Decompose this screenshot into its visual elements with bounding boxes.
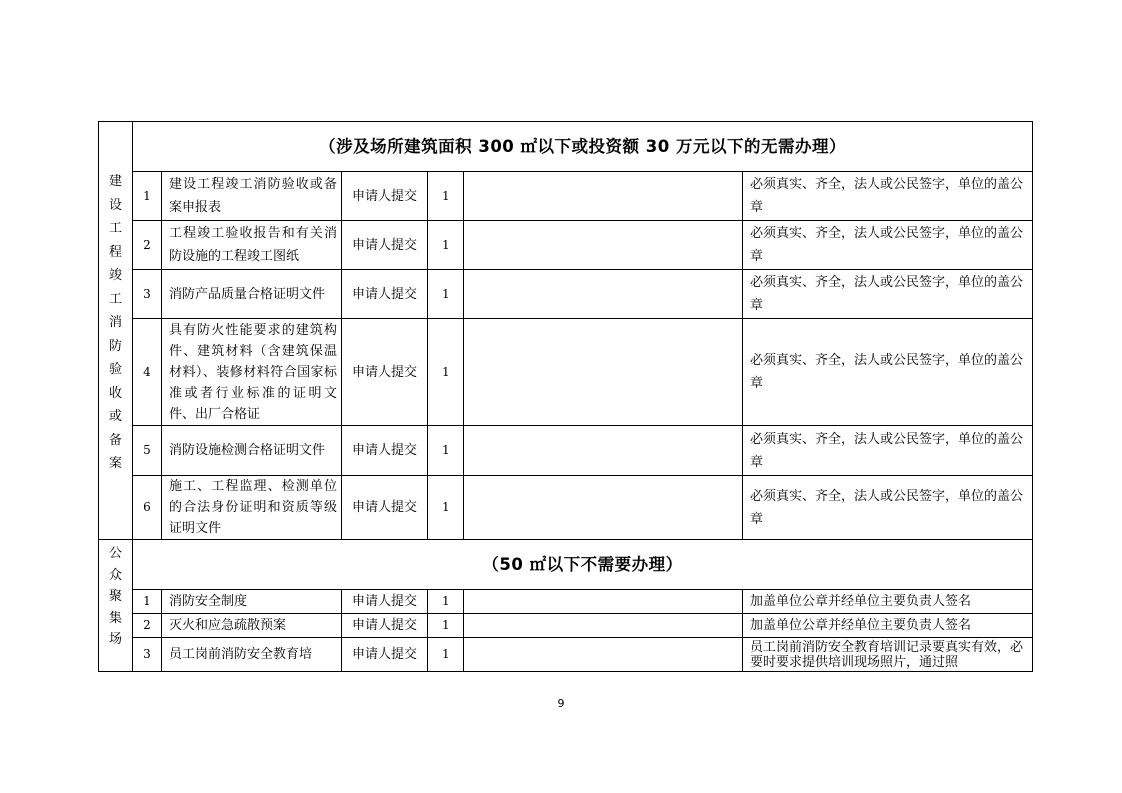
row-number: 3 xyxy=(133,270,162,319)
section-header: （涉及场所建筑面积 300 ㎡以下或投资额 30 万元以下的无需办理） xyxy=(133,122,1033,172)
copy-count: 1 xyxy=(428,476,464,540)
material-name: 消防设施检测合格证明文件 xyxy=(162,426,342,476)
blank-cell xyxy=(464,319,743,426)
copy-count: 1 xyxy=(428,638,464,672)
material-name: 消防产品质量合格证明文件 xyxy=(162,270,342,319)
material-name: 具有防火性能要求的建筑构件、建筑材料（含建筑保温材料）、装修材料符合国家标准或者行业标准的证明文件、出厂合格证 xyxy=(162,319,342,426)
row-number: 2 xyxy=(133,614,162,638)
table-row xyxy=(99,319,1033,426)
blank-cell xyxy=(464,590,743,614)
requirement: 必须真实、齐全，法人或公民签字，单位的盖公章 xyxy=(743,172,1033,221)
submitter: 申请人提交 xyxy=(342,319,428,426)
copy-count: 1 xyxy=(428,221,464,270)
blank-cell xyxy=(464,638,743,672)
material-name: 员工岗前消防安全教育培 xyxy=(162,638,342,672)
submitter: 申请人提交 xyxy=(342,221,428,270)
copy-count: 1 xyxy=(428,319,464,426)
material-name: 施工、工程监理、检测单位的合法身份证明和资质等级证明文件 xyxy=(162,476,342,540)
table-row xyxy=(99,221,1033,270)
submitter: 申请人提交 xyxy=(342,638,428,672)
requirement: 必须真实、齐全，法人或公民签字，单位的盖公章 xyxy=(743,221,1033,270)
blank-cell xyxy=(464,172,743,221)
submitter: 申请人提交 xyxy=(342,270,428,319)
copy-count: 1 xyxy=(428,590,464,614)
blank-cell xyxy=(464,614,743,638)
table-row xyxy=(99,638,1033,672)
material-name: 工程竣工验收报告和有关消防设施的工程竣工图纸 xyxy=(162,221,342,270)
requirement: 加盖单位公章并经单位主要负责人签名 xyxy=(743,590,1033,614)
table-row xyxy=(99,614,1033,638)
copy-count: 1 xyxy=(428,614,464,638)
row-number: 6 xyxy=(133,476,162,540)
table-row xyxy=(99,172,1033,221)
submitter: 申请人提交 xyxy=(342,614,428,638)
category-label: 建设工程竣工消防验收或备案 xyxy=(108,174,122,471)
copy-count: 1 xyxy=(428,172,464,221)
requirement: 必须真实、齐全，法人或公民签字，单位的盖公章 xyxy=(743,476,1033,540)
materials-table xyxy=(98,121,1033,672)
requirement: 加盖单位公章并经单位主要负责人签名 xyxy=(743,614,1033,638)
submitter: 申请人提交 xyxy=(342,476,428,540)
section-header-row xyxy=(99,122,1033,172)
blank-cell xyxy=(464,270,743,319)
submitter: 申请人提交 xyxy=(342,590,428,614)
material-name: 消防安全制度 xyxy=(162,590,342,614)
table-row xyxy=(99,426,1033,476)
row-number: 5 xyxy=(133,426,162,476)
row-number: 3 xyxy=(133,638,162,672)
submitter: 申请人提交 xyxy=(342,426,428,476)
copy-count: 1 xyxy=(428,426,464,476)
requirement: 员工岗前消防安全教育培训记录要真实有效，必要时要求提供培训现场照片，通过照 xyxy=(743,638,1033,672)
blank-cell xyxy=(464,476,743,540)
requirement: 必须真实、齐全，法人或公民签字，单位的盖公章 xyxy=(743,426,1033,476)
row-number: 1 xyxy=(133,172,162,221)
row-number: 4 xyxy=(133,319,162,426)
row-number: 1 xyxy=(133,590,162,614)
copy-count: 1 xyxy=(428,270,464,319)
blank-cell xyxy=(464,426,743,476)
category-cell xyxy=(99,540,133,672)
table-row xyxy=(99,590,1033,614)
submitter: 申请人提交 xyxy=(342,172,428,221)
requirement: 必须真实、齐全，法人或公民签字，单位的盖公章 xyxy=(743,270,1033,319)
material-name: 灭火和应急疏散预案 xyxy=(162,614,342,638)
material-name: 建设工程竣工消防验收或备案申报表 xyxy=(162,172,342,221)
blank-cell xyxy=(464,221,743,270)
table-row xyxy=(99,270,1033,319)
table-row xyxy=(99,476,1033,540)
category-label: 公众聚集场 xyxy=(108,546,122,647)
section-header-row xyxy=(99,540,1033,590)
section-header: （50 ㎡以下不需要办理） xyxy=(133,540,1033,590)
row-number: 2 xyxy=(133,221,162,270)
page-number: 9 xyxy=(557,697,565,710)
category-cell xyxy=(99,122,133,540)
requirement: 必须真实、齐全，法人或公民签字，单位的盖公章 xyxy=(743,319,1033,426)
